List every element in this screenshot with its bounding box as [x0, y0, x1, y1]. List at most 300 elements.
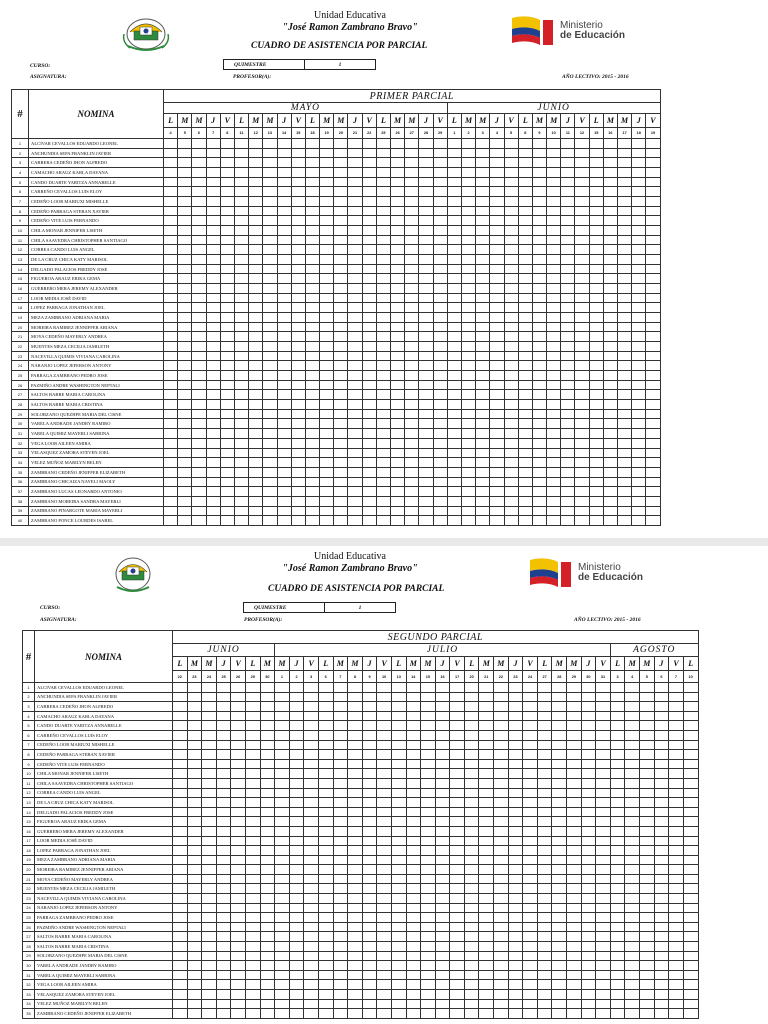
attendance-cell[interactable]: [333, 855, 348, 865]
attendance-cell[interactable]: [260, 826, 275, 836]
attendance-cell[interactable]: [581, 922, 596, 932]
attendance-cell[interactable]: [220, 216, 234, 226]
attendance-cell[interactable]: [632, 429, 646, 439]
attendance-cell[interactable]: [589, 487, 603, 497]
attendance-cell[interactable]: [421, 740, 436, 750]
attendance-cell[interactable]: [362, 284, 376, 294]
attendance-cell[interactable]: [263, 216, 277, 226]
attendance-cell[interactable]: [476, 516, 490, 526]
attendance-cell[interactable]: [348, 999, 363, 1009]
attendance-cell[interactable]: [589, 177, 603, 187]
attendance-cell[interactable]: [589, 255, 603, 265]
attendance-cell[interactable]: [391, 836, 406, 846]
attendance-cell[interactable]: [447, 226, 461, 236]
attendance-cell[interactable]: [596, 750, 611, 760]
attendance-cell[interactable]: [494, 990, 509, 1000]
attendance-cell[interactable]: [683, 942, 698, 952]
attendance-cell[interactable]: [334, 274, 348, 284]
attendance-cell[interactable]: [476, 264, 490, 274]
attendance-cell[interactable]: [494, 759, 509, 769]
attendance-cell[interactable]: [490, 351, 504, 361]
attendance-cell[interactable]: [552, 932, 567, 942]
attendance-cell[interactable]: [646, 409, 660, 419]
attendance-cell[interactable]: [450, 942, 465, 952]
attendance-cell[interactable]: [289, 846, 304, 856]
attendance-cell[interactable]: [504, 371, 518, 381]
attendance-cell[interactable]: [164, 351, 178, 361]
attendance-cell[interactable]: [391, 158, 405, 168]
attendance-cell[interactable]: [277, 361, 291, 371]
attendance-cell[interactable]: [318, 942, 333, 952]
attendance-cell[interactable]: [263, 274, 277, 284]
attendance-cell[interactable]: [461, 216, 475, 226]
attendance-cell[interactable]: [461, 139, 475, 149]
attendance-cell[interactable]: [348, 342, 362, 352]
attendance-cell[interactable]: [464, 702, 479, 712]
attendance-cell[interactable]: [575, 264, 589, 274]
attendance-cell[interactable]: [164, 487, 178, 497]
attendance-cell[interactable]: [669, 894, 684, 904]
attendance-cell[interactable]: [192, 419, 206, 429]
attendance-cell[interactable]: [532, 274, 546, 284]
attendance-cell[interactable]: [348, 226, 362, 236]
attendance-cell[interactable]: [421, 951, 436, 961]
attendance-cell[interactable]: [320, 351, 334, 361]
attendance-cell[interactable]: [362, 361, 376, 371]
attendance-cell[interactable]: [646, 496, 660, 506]
attendance-cell[interactable]: [532, 284, 546, 294]
attendance-cell[interactable]: [581, 865, 596, 875]
attendance-cell[interactable]: [610, 807, 625, 817]
attendance-cell[interactable]: [646, 206, 660, 216]
attendance-cell[interactable]: [405, 187, 419, 197]
attendance-cell[interactable]: [654, 692, 669, 702]
attendance-cell[interactable]: [178, 380, 192, 390]
attendance-cell[interactable]: [567, 990, 582, 1000]
attendance-cell[interactable]: [178, 158, 192, 168]
attendance-cell[interactable]: [552, 826, 567, 836]
attendance-cell[interactable]: [575, 197, 589, 207]
attendance-cell[interactable]: [433, 158, 447, 168]
attendance-cell[interactable]: [532, 496, 546, 506]
attendance-cell[interactable]: [552, 894, 567, 904]
attendance-cell[interactable]: [291, 458, 305, 468]
attendance-cell[interactable]: [421, 865, 436, 875]
attendance-cell[interactable]: [277, 245, 291, 255]
attendance-cell[interactable]: [405, 168, 419, 178]
attendance-cell[interactable]: [596, 769, 611, 779]
attendance-cell[interactable]: [334, 216, 348, 226]
attendance-cell[interactable]: [640, 855, 655, 865]
attendance-cell[interactable]: [406, 1009, 421, 1019]
attendance-cell[interactable]: [632, 448, 646, 458]
attendance-cell[interactable]: [333, 778, 348, 788]
attendance-cell[interactable]: [433, 264, 447, 274]
attendance-cell[interactable]: [234, 332, 248, 342]
attendance-cell[interactable]: [334, 197, 348, 207]
attendance-cell[interactable]: [589, 467, 603, 477]
attendance-cell[interactable]: [391, 487, 405, 497]
attendance-cell[interactable]: [504, 516, 518, 526]
attendance-cell[interactable]: [231, 711, 246, 721]
attendance-cell[interactable]: [231, 836, 246, 846]
attendance-cell[interactable]: [646, 332, 660, 342]
attendance-cell[interactable]: [275, 990, 290, 1000]
attendance-cell[interactable]: [589, 332, 603, 342]
attendance-cell[interactable]: [603, 235, 617, 245]
attendance-cell[interactable]: [523, 980, 538, 990]
attendance-cell[interactable]: [567, 999, 582, 1009]
attendance-cell[interactable]: [435, 855, 450, 865]
attendance-cell[interactable]: [603, 255, 617, 265]
attendance-cell[interactable]: [476, 467, 490, 477]
attendance-cell[interactable]: [646, 197, 660, 207]
attendance-cell[interactable]: [202, 970, 217, 980]
attendance-cell[interactable]: [376, 458, 390, 468]
attendance-cell[interactable]: [362, 951, 377, 961]
attendance-cell[interactable]: [376, 197, 390, 207]
attendance-cell[interactable]: [231, 855, 246, 865]
attendance-cell[interactable]: [305, 487, 319, 497]
attendance-cell[interactable]: [447, 477, 461, 487]
attendance-cell[interactable]: [683, 683, 698, 693]
attendance-cell[interactable]: [202, 817, 217, 827]
attendance-cell[interactable]: [202, 1009, 217, 1019]
attendance-cell[interactable]: [567, 951, 582, 961]
attendance-cell[interactable]: [362, 409, 376, 419]
attendance-cell[interactable]: [537, 961, 552, 971]
attendance-cell[interactable]: [362, 990, 377, 1000]
attendance-cell[interactable]: [206, 390, 220, 400]
attendance-cell[interactable]: [289, 730, 304, 740]
attendance-cell[interactable]: [508, 826, 523, 836]
attendance-cell[interactable]: [291, 148, 305, 158]
attendance-cell[interactable]: [406, 884, 421, 894]
attendance-cell[interactable]: [508, 750, 523, 760]
attendance-cell[interactable]: [348, 245, 362, 255]
attendance-cell[interactable]: [260, 913, 275, 923]
attendance-cell[interactable]: [220, 429, 234, 439]
attendance-cell[interactable]: [523, 750, 538, 760]
attendance-cell[interactable]: [447, 496, 461, 506]
attendance-cell[interactable]: [289, 711, 304, 721]
attendance-cell[interactable]: [406, 759, 421, 769]
attendance-cell[interactable]: [275, 1009, 290, 1019]
attendance-cell[interactable]: [245, 961, 260, 971]
attendance-cell[interactable]: [289, 990, 304, 1000]
attendance-cell[interactable]: [581, 683, 596, 693]
attendance-cell[interactable]: [333, 692, 348, 702]
attendance-cell[interactable]: [334, 264, 348, 274]
attendance-cell[interactable]: [683, 999, 698, 1009]
attendance-cell[interactable]: [433, 177, 447, 187]
attendance-cell[interactable]: [433, 361, 447, 371]
attendance-cell[interactable]: [206, 216, 220, 226]
attendance-cell[interactable]: [362, 769, 377, 779]
attendance-cell[interactable]: [231, 922, 246, 932]
attendance-cell[interactable]: [646, 487, 660, 497]
attendance-cell[interactable]: [305, 322, 319, 332]
attendance-cell[interactable]: [304, 922, 319, 932]
attendance-cell[interactable]: [362, 730, 377, 740]
attendance-cell[interactable]: [421, 711, 436, 721]
attendance-cell[interactable]: [391, 961, 406, 971]
attendance-cell[interactable]: [683, 932, 698, 942]
attendance-cell[interactable]: [234, 429, 248, 439]
attendance-cell[interactable]: [216, 711, 231, 721]
attendance-cell[interactable]: [234, 322, 248, 332]
attendance-cell[interactable]: [260, 999, 275, 1009]
attendance-cell[interactable]: [377, 913, 392, 923]
attendance-cell[interactable]: [537, 817, 552, 827]
attendance-cell[interactable]: [245, 759, 260, 769]
attendance-cell[interactable]: [406, 951, 421, 961]
attendance-cell[interactable]: [245, 865, 260, 875]
attendance-cell[interactable]: [333, 951, 348, 961]
attendance-cell[interactable]: [547, 342, 561, 352]
attendance-cell[interactable]: [187, 817, 202, 827]
attendance-cell[interactable]: [610, 980, 625, 990]
attendance-cell[interactable]: [589, 496, 603, 506]
attendance-cell[interactable]: [405, 322, 419, 332]
attendance-cell[interactable]: [376, 235, 390, 245]
attendance-cell[interactable]: [683, 884, 698, 894]
attendance-cell[interactable]: [490, 496, 504, 506]
attendance-cell[interactable]: [421, 961, 436, 971]
attendance-cell[interactable]: [683, 826, 698, 836]
attendance-cell[interactable]: [320, 458, 334, 468]
attendance-cell[interactable]: [377, 826, 392, 836]
attendance-cell[interactable]: [405, 371, 419, 381]
attendance-cell[interactable]: [450, 759, 465, 769]
attendance-cell[interactable]: [275, 884, 290, 894]
attendance-cell[interactable]: [202, 846, 217, 856]
attendance-cell[interactable]: [508, 759, 523, 769]
attendance-cell[interactable]: [537, 942, 552, 952]
attendance-cell[interactable]: [376, 467, 390, 477]
attendance-cell[interactable]: [450, 711, 465, 721]
attendance-cell[interactable]: [277, 264, 291, 274]
attendance-cell[interactable]: [348, 913, 363, 923]
attendance-cell[interactable]: [348, 884, 363, 894]
attendance-cell[interactable]: [625, 913, 640, 923]
attendance-cell[interactable]: [192, 313, 206, 323]
attendance-cell[interactable]: [640, 970, 655, 980]
attendance-cell[interactable]: [348, 216, 362, 226]
attendance-cell[interactable]: [318, 999, 333, 1009]
attendance-cell[interactable]: [305, 409, 319, 419]
attendance-cell[interactable]: [362, 438, 376, 448]
attendance-cell[interactable]: [547, 293, 561, 303]
attendance-cell[interactable]: [234, 371, 248, 381]
attendance-cell[interactable]: [603, 313, 617, 323]
attendance-cell[interactable]: [234, 158, 248, 168]
attendance-cell[interactable]: [632, 487, 646, 497]
attendance-cell[interactable]: [391, 284, 405, 294]
attendance-cell[interactable]: [348, 429, 362, 439]
attendance-cell[interactable]: [618, 419, 632, 429]
attendance-cell[interactable]: [669, 798, 684, 808]
attendance-cell[interactable]: [187, 922, 202, 932]
attendance-cell[interactable]: [433, 293, 447, 303]
attendance-cell[interactable]: [532, 313, 546, 323]
attendance-cell[interactable]: [178, 351, 192, 361]
attendance-cell[interactable]: [537, 769, 552, 779]
attendance-cell[interactable]: [216, 980, 231, 990]
attendance-cell[interactable]: [206, 255, 220, 265]
attendance-cell[interactable]: [603, 506, 617, 516]
attendance-cell[interactable]: [464, 999, 479, 1009]
attendance-cell[interactable]: [596, 778, 611, 788]
attendance-cell[interactable]: [277, 419, 291, 429]
attendance-cell[interactable]: [575, 322, 589, 332]
attendance-cell[interactable]: [640, 711, 655, 721]
attendance-cell[interactable]: [669, 750, 684, 760]
attendance-cell[interactable]: [508, 970, 523, 980]
attendance-cell[interactable]: [362, 197, 376, 207]
attendance-cell[interactable]: [603, 390, 617, 400]
attendance-cell[interactable]: [376, 264, 390, 274]
attendance-cell[interactable]: [575, 467, 589, 477]
attendance-cell[interactable]: [589, 448, 603, 458]
attendance-cell[interactable]: [476, 216, 490, 226]
attendance-cell[interactable]: [275, 951, 290, 961]
attendance-cell[interactable]: [476, 197, 490, 207]
attendance-cell[interactable]: [567, 980, 582, 990]
attendance-cell[interactable]: [632, 177, 646, 187]
attendance-cell[interactable]: [245, 942, 260, 952]
attendance-cell[interactable]: [275, 922, 290, 932]
attendance-cell[interactable]: [464, 970, 479, 980]
attendance-cell[interactable]: [435, 702, 450, 712]
attendance-cell[interactable]: [202, 711, 217, 721]
attendance-cell[interactable]: [547, 516, 561, 526]
attendance-cell[interactable]: [406, 980, 421, 990]
attendance-cell[interactable]: [581, 711, 596, 721]
attendance-cell[interactable]: [231, 990, 246, 1000]
attendance-cell[interactable]: [231, 913, 246, 923]
attendance-cell[interactable]: [362, 855, 377, 865]
attendance-cell[interactable]: [567, 922, 582, 932]
attendance-cell[interactable]: [376, 293, 390, 303]
attendance-cell[interactable]: [669, 999, 684, 1009]
attendance-cell[interactable]: [523, 683, 538, 693]
attendance-cell[interactable]: [589, 235, 603, 245]
attendance-cell[interactable]: [391, 293, 405, 303]
attendance-cell[interactable]: [216, 759, 231, 769]
attendance-cell[interactable]: [646, 400, 660, 410]
attendance-cell[interactable]: [419, 429, 433, 439]
attendance-cell[interactable]: [391, 807, 406, 817]
attendance-cell[interactable]: [305, 216, 319, 226]
attendance-cell[interactable]: [596, 807, 611, 817]
attendance-cell[interactable]: [450, 932, 465, 942]
attendance-cell[interactable]: [289, 826, 304, 836]
attendance-cell[interactable]: [291, 187, 305, 197]
attendance-cell[interactable]: [479, 1009, 494, 1019]
attendance-cell[interactable]: [406, 894, 421, 904]
attendance-cell[interactable]: [275, 817, 290, 827]
attendance-cell[interactable]: [333, 999, 348, 1009]
attendance-cell[interactable]: [289, 894, 304, 904]
attendance-cell[interactable]: [632, 371, 646, 381]
attendance-cell[interactable]: [178, 409, 192, 419]
attendance-cell[interactable]: [362, 961, 377, 971]
attendance-cell[interactable]: [547, 371, 561, 381]
attendance-cell[interactable]: [504, 226, 518, 236]
attendance-cell[interactable]: [362, 458, 376, 468]
attendance-cell[interactable]: [405, 361, 419, 371]
attendance-cell[interactable]: [537, 759, 552, 769]
attendance-cell[interactable]: [450, 970, 465, 980]
attendance-cell[interactable]: [263, 506, 277, 516]
attendance-cell[interactable]: [435, 846, 450, 856]
attendance-cell[interactable]: [421, 903, 436, 913]
attendance-cell[interactable]: [206, 438, 220, 448]
attendance-cell[interactable]: [376, 487, 390, 497]
attendance-cell[interactable]: [537, 750, 552, 760]
attendance-cell[interactable]: [249, 332, 263, 342]
attendance-cell[interactable]: [479, 778, 494, 788]
attendance-cell[interactable]: [479, 865, 494, 875]
attendance-cell[interactable]: [216, 884, 231, 894]
attendance-cell[interactable]: [406, 903, 421, 913]
attendance-cell[interactable]: [610, 932, 625, 942]
attendance-cell[interactable]: [640, 865, 655, 875]
attendance-cell[interactable]: [320, 158, 334, 168]
attendance-cell[interactable]: [320, 293, 334, 303]
attendance-cell[interactable]: [508, 788, 523, 798]
attendance-cell[interactable]: [320, 332, 334, 342]
attendance-cell[interactable]: [291, 168, 305, 178]
attendance-cell[interactable]: [216, 951, 231, 961]
attendance-cell[interactable]: [334, 477, 348, 487]
attendance-cell[interactable]: [447, 148, 461, 158]
attendance-cell[interactable]: [304, 826, 319, 836]
attendance-cell[interactable]: [231, 999, 246, 1009]
attendance-cell[interactable]: [596, 894, 611, 904]
attendance-cell[interactable]: [490, 226, 504, 236]
attendance-cell[interactable]: [377, 721, 392, 731]
attendance-cell[interactable]: [552, 817, 567, 827]
attendance-cell[interactable]: [561, 177, 575, 187]
attendance-cell[interactable]: [164, 506, 178, 516]
attendance-cell[interactable]: [260, 922, 275, 932]
attendance-cell[interactable]: [589, 400, 603, 410]
attendance-cell[interactable]: [421, 826, 436, 836]
attendance-cell[interactable]: [289, 970, 304, 980]
attendance-cell[interactable]: [464, 990, 479, 1000]
attendance-cell[interactable]: [305, 187, 319, 197]
attendance-cell[interactable]: [490, 255, 504, 265]
attendance-cell[interactable]: [249, 226, 263, 236]
attendance-cell[interactable]: [173, 865, 188, 875]
attendance-cell[interactable]: [461, 293, 475, 303]
attendance-cell[interactable]: [206, 187, 220, 197]
attendance-cell[interactable]: [249, 255, 263, 265]
attendance-cell[interactable]: [479, 730, 494, 740]
attendance-cell[interactable]: [490, 390, 504, 400]
attendance-cell[interactable]: [245, 778, 260, 788]
attendance-cell[interactable]: [504, 274, 518, 284]
attendance-cell[interactable]: [377, 855, 392, 865]
attendance-cell[interactable]: [249, 458, 263, 468]
attendance-cell[interactable]: [391, 1009, 406, 1019]
attendance-cell[interactable]: [249, 216, 263, 226]
attendance-cell[interactable]: [547, 448, 561, 458]
attendance-cell[interactable]: [581, 798, 596, 808]
attendance-cell[interactable]: [275, 961, 290, 971]
